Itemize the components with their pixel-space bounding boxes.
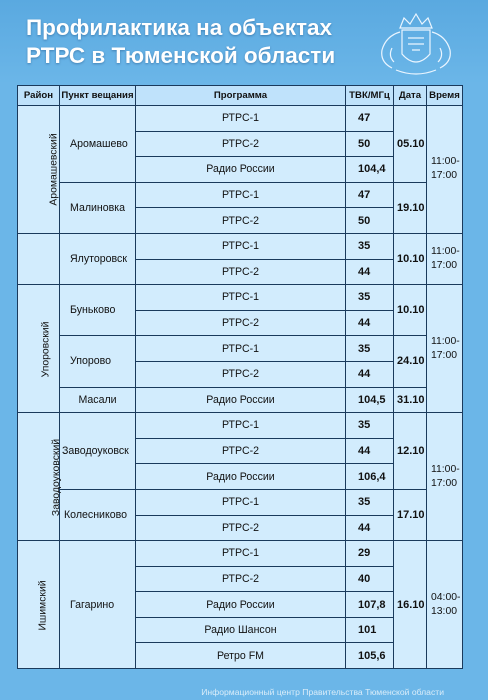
page-title [26,14,335,70]
date-cell: 10.10 [394,233,427,284]
freq-cell: 47 [346,106,394,132]
station-cell: Заводоуковск [60,413,136,490]
station-cell: Аромашево [60,106,136,183]
program-cell: РТРС-1 [136,182,346,208]
table-row [18,233,463,259]
program-cell: РТРС-2 [136,515,346,541]
time-cell: 11:00- 17:00 [427,106,463,234]
program-cell: Радио России [136,157,346,183]
freq-cell: 35 [346,413,394,439]
maintenance-schedule-table [17,85,463,669]
table-row [18,182,463,208]
table-row [18,413,463,439]
freq-cell: 104,4 [346,157,394,183]
freq-cell: 35 [346,285,394,311]
table-row [18,285,463,311]
region-cell: Упоровский [18,285,60,413]
date-cell: 31.10 [394,387,427,413]
program-cell: Радио Шансон [136,617,346,643]
header-time: Время [427,86,463,106]
program-cell: Радио России [136,387,346,413]
station-cell: Буньково [60,285,136,336]
time-cell: 11:00- 17:00 [427,233,463,284]
header-freq: ТВК/МГц [346,86,394,106]
table-row [18,106,463,132]
station-cell: Масали [60,387,136,413]
program-cell: РТРС-2 [136,208,346,234]
freq-cell: 44 [346,438,394,464]
table-header-row [18,86,463,106]
program-cell: РТРС-1 [136,413,346,439]
time-cell: 11:00- 17:00 [427,285,463,413]
program-cell: РТРС-1 [136,106,346,132]
header-station: Пункт вещания [60,86,136,106]
freq-cell: 101 [346,617,394,643]
freq-cell: 44 [346,361,394,387]
time-cell: 11:00- 17:00 [427,413,463,541]
date-cell: 17.10 [394,489,427,540]
freq-cell: 29 [346,541,394,567]
date-cell: 19.10 [394,182,427,233]
date-cell: 16.10 [394,541,427,669]
station-cell: Ялуторовск [60,233,136,284]
freq-cell: 35 [346,336,394,362]
region-cell [18,233,60,284]
freq-cell: 44 [346,515,394,541]
program-cell: РТРС-1 [136,489,346,515]
program-cell: РТРС-2 [136,259,346,285]
program-cell: Ретро FM [136,643,346,669]
table-row [18,336,463,362]
region-cell: Аромашевский [18,106,60,234]
freq-cell: 106,4 [346,464,394,490]
header [0,0,488,84]
tyumen-coat-of-arms-icon [372,8,460,80]
header-region: Район [18,86,60,106]
freq-cell: 40 [346,566,394,592]
date-cell: 12.10 [394,413,427,490]
freq-cell: 104,5 [346,387,394,413]
header-program: Программа [136,86,346,106]
date-cell: 05.10 [394,106,427,183]
program-cell: РТРС-2 [136,310,346,336]
date-cell: 24.10 [394,336,427,387]
program-cell: РТРС-2 [136,131,346,157]
freq-cell: 35 [346,233,394,259]
program-cell: РТРС-1 [136,233,346,259]
table-row [18,541,463,567]
table-row [18,387,463,413]
program-cell: РТРС-1 [136,336,346,362]
time-cell: 04:00- 13:00 [427,541,463,669]
program-cell: Радио России [136,592,346,618]
region-cell: Заводоуковский [18,413,60,541]
freq-cell: 107,8 [346,592,394,618]
freq-cell: 50 [346,208,394,234]
program-cell: РТРС-2 [136,438,346,464]
station-cell: Колесниково [60,489,136,540]
station-cell: Упорово [60,336,136,387]
program-cell: РТРС-1 [136,541,346,567]
station-cell: Гагарино [60,541,136,669]
program-cell: Радио России [136,464,346,490]
program-cell: РТРС-1 [136,285,346,311]
footer-credit: Информационный центр Правительства Тюменской области [201,687,444,697]
freq-cell: 44 [346,259,394,285]
freq-cell: 105,6 [346,643,394,669]
program-cell: РТРС-2 [136,566,346,592]
date-cell: 10.10 [394,285,427,336]
freq-cell: 47 [346,182,394,208]
program-cell: РТРС-2 [136,361,346,387]
freq-cell: 35 [346,489,394,515]
title-line-2: РТРС в Тюменской области [26,43,336,68]
header-date: Дата [394,86,427,106]
freq-cell: 50 [346,131,394,157]
station-cell: Малиновка [60,182,136,233]
table-row [18,489,463,515]
freq-cell: 44 [346,310,394,336]
region-cell: Ишимский [18,541,60,669]
title-line-1: Профилактика на объектах [26,15,333,40]
